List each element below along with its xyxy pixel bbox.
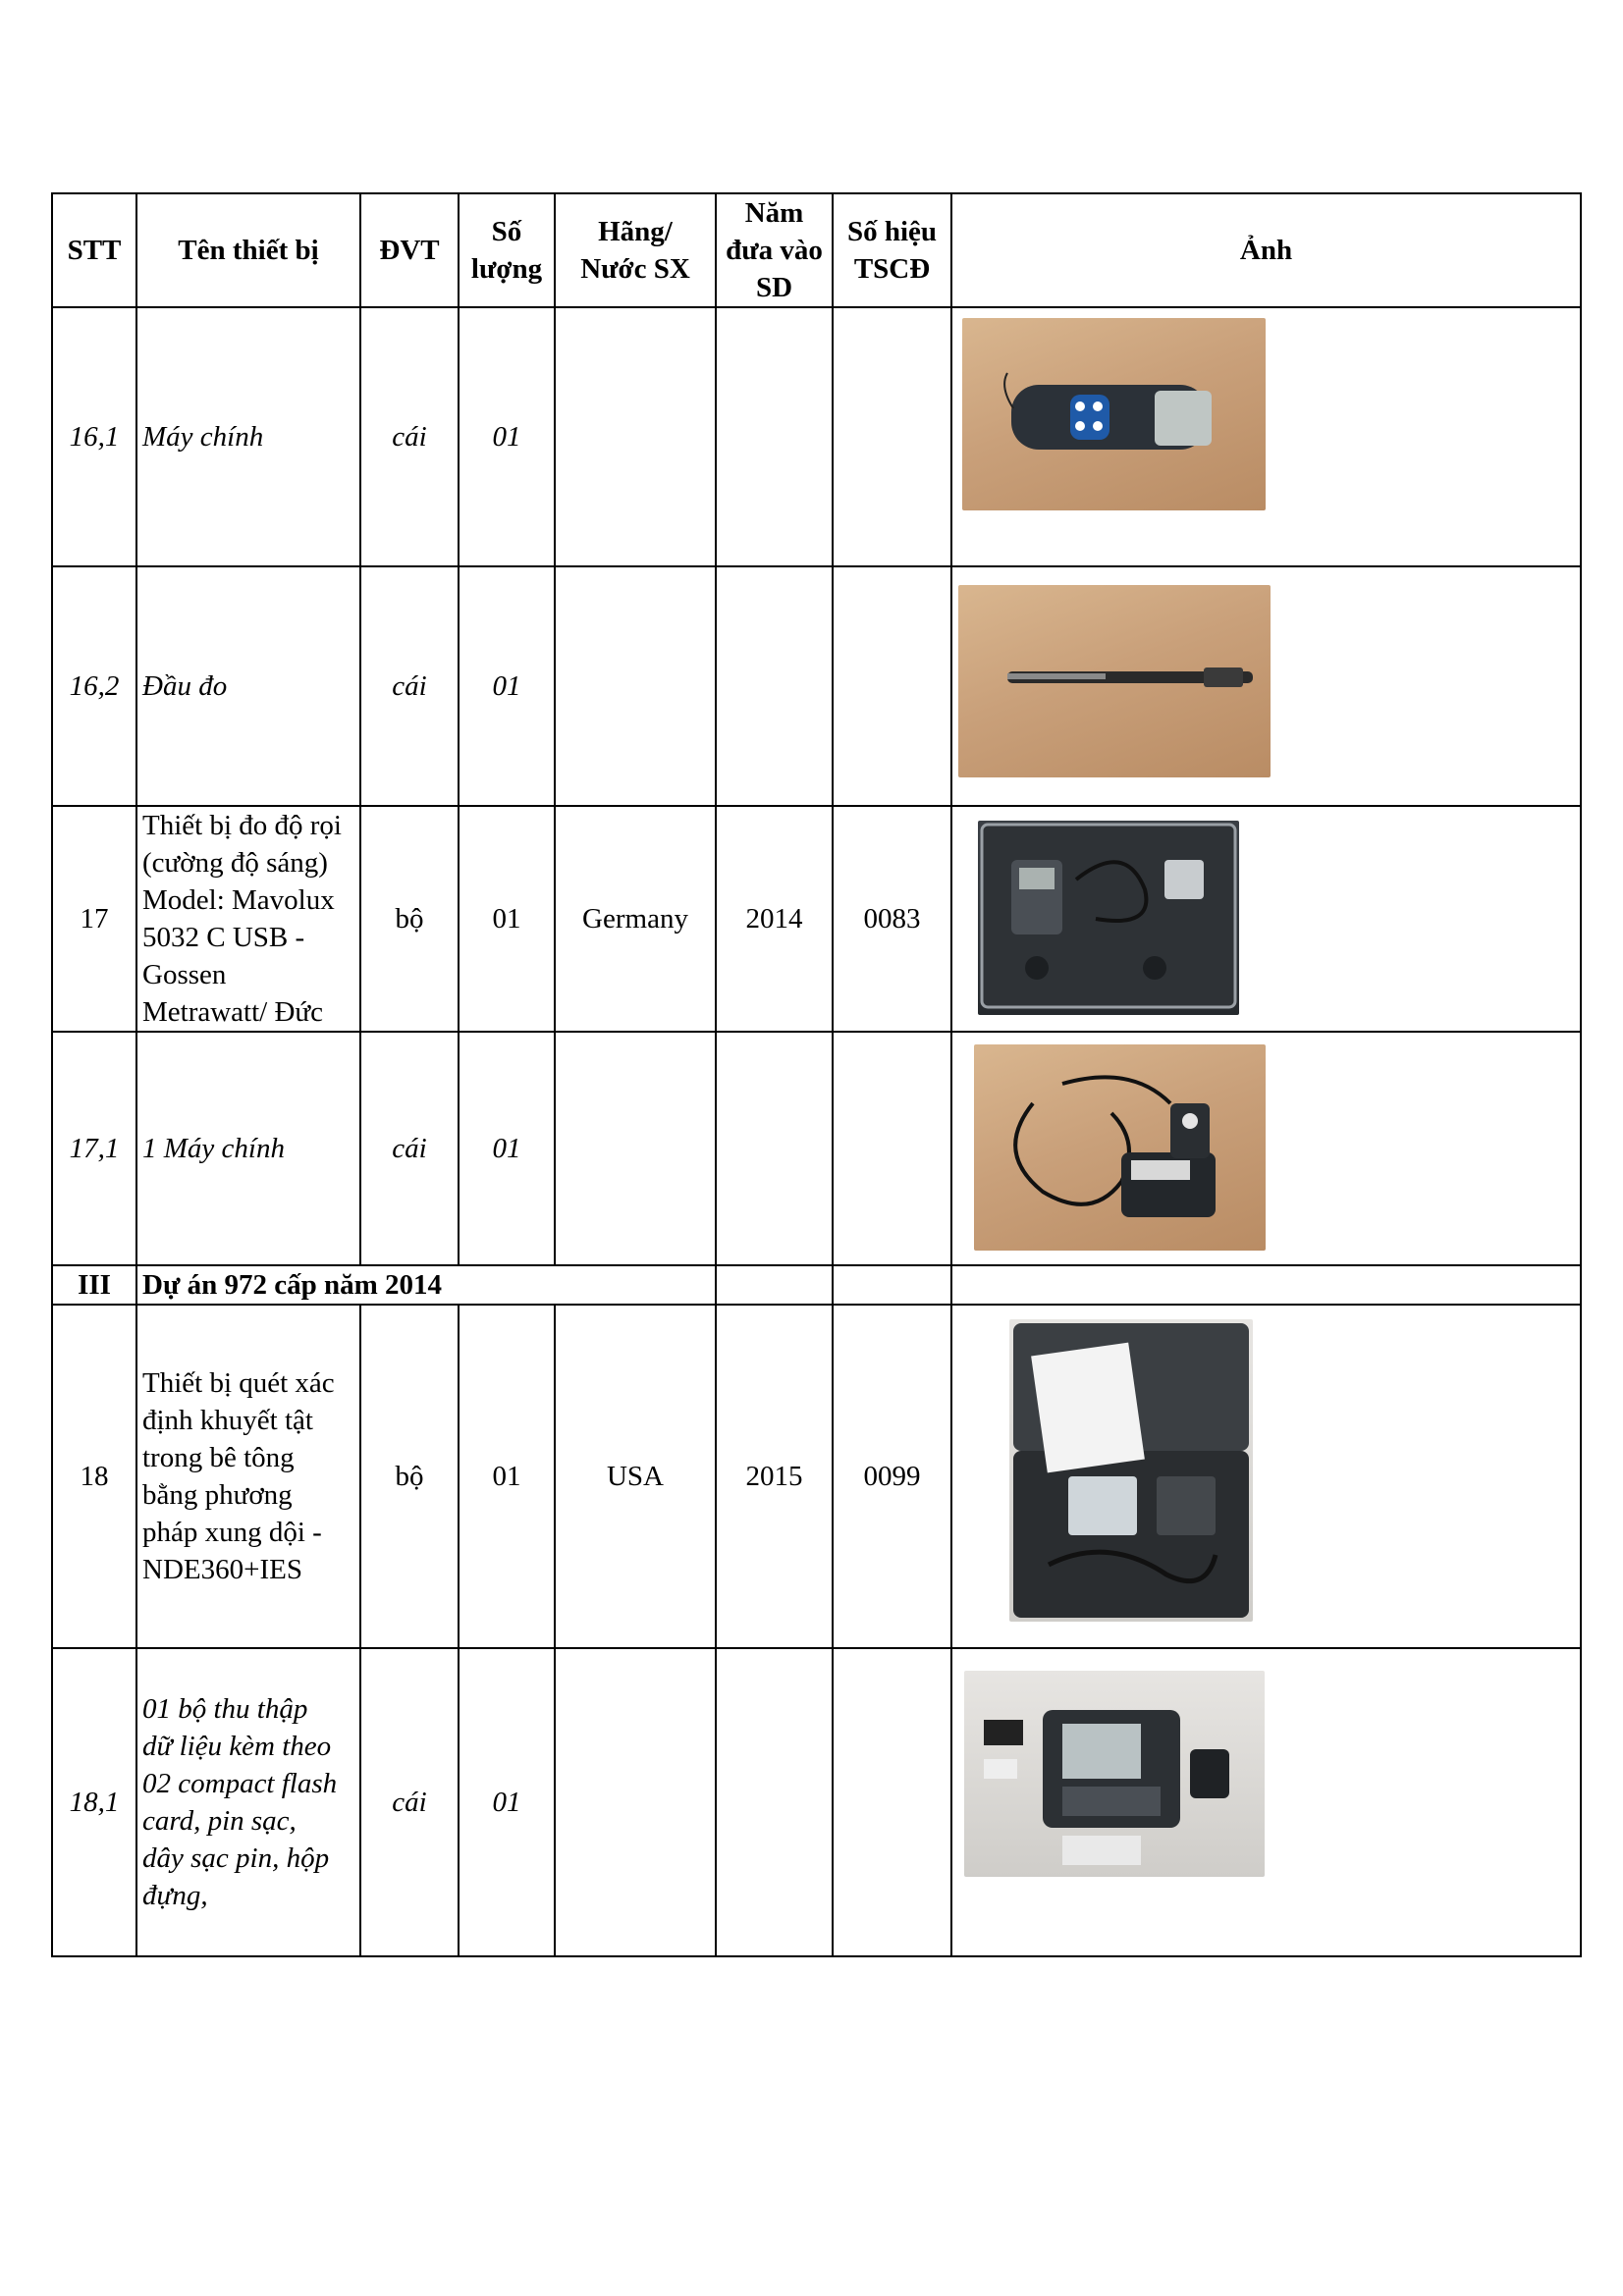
cell-stt: 17,1 [52, 1032, 136, 1265]
photo-data-acquisition [964, 1671, 1265, 1877]
cell-asset [833, 1648, 951, 1956]
cell-photo [951, 307, 1581, 566]
photo-lux-meter-main [974, 1044, 1266, 1251]
cell-unit: bộ [360, 1305, 459, 1648]
cell-qty: 01 [459, 1305, 555, 1648]
name-line: đựng, [142, 1880, 208, 1911]
name-line: Thiết bị đo độ rọi [142, 810, 342, 841]
cell-unit: cái [360, 1648, 459, 1956]
table-row [52, 806, 1581, 1032]
photo-probe [958, 585, 1271, 777]
header-year-line2: đưa vào [726, 235, 823, 266]
name-line: dữ liệu kèm theo [142, 1731, 332, 1762]
cell-name: Đầu đo [136, 566, 360, 806]
cell-stt: 18 [52, 1305, 136, 1648]
name-line: Thiết bị quét xác [142, 1367, 335, 1399]
section-row [52, 1265, 1581, 1305]
header-qty-line2: lượng [470, 253, 543, 285]
cell-asset: 0083 [833, 806, 951, 1032]
name-line: Model: Mavolux [142, 884, 335, 916]
name-line: card, pin sạc, [142, 1805, 297, 1837]
photo-nde-case [1009, 1319, 1253, 1622]
name-line: 5032 C USB - [142, 922, 305, 953]
cell-year [716, 1265, 833, 1305]
cell-maker [555, 566, 716, 806]
name-line: Metrawatt/ Đức [142, 996, 324, 1028]
cell-year: 2015 [716, 1305, 833, 1648]
cell-asset [833, 1032, 951, 1265]
photo-main-unit [962, 318, 1266, 510]
cell-photo [951, 806, 1581, 1032]
cell-photo [951, 1648, 1581, 1956]
handheld-meter-icon [962, 318, 1266, 510]
name-line: 01 bộ thu thập [142, 1693, 308, 1725]
equipment-table [51, 192, 1582, 1957]
cell-maker [555, 1032, 716, 1265]
photo-lux-meter-case [978, 821, 1239, 1015]
cell-asset [833, 307, 951, 566]
section-number: III [52, 1265, 136, 1305]
cell-photo [951, 1032, 1581, 1265]
cell-maker: USA [555, 1305, 716, 1648]
header-unit: ĐVT [360, 193, 459, 307]
header-asset [833, 193, 951, 307]
cell-unit: cái [360, 566, 459, 806]
cell-year: 2014 [716, 806, 833, 1032]
cell-name [136, 1648, 360, 1956]
cell-unit: cái [360, 1032, 459, 1265]
cell-unit: cái [360, 307, 459, 566]
data-acquisition-icon [964, 1671, 1265, 1877]
cell-photo [951, 566, 1581, 806]
section-title: Dự án 972 cấp năm 2014 [136, 1265, 716, 1305]
probe-icon [958, 585, 1271, 777]
cell-stt: 17 [52, 806, 136, 1032]
header-asset-line2: TSCĐ [853, 253, 931, 285]
name-line: 02 compact flash [142, 1768, 338, 1799]
cell-qty: 01 [459, 806, 555, 1032]
cell-name [136, 806, 360, 1032]
lux-meter-icon [974, 1044, 1266, 1251]
name-line: định khuyết tật [142, 1405, 313, 1436]
header-year [716, 193, 833, 307]
cell-qty: 01 [459, 566, 555, 806]
cell-photo [951, 1305, 1581, 1648]
cell-asset [833, 566, 951, 806]
name-line: trong bê tông [142, 1442, 295, 1473]
cell-maker [555, 1648, 716, 1956]
name-line: Gossen [142, 959, 227, 990]
header-qty [459, 193, 555, 307]
name-line: (cường độ sáng) [142, 847, 328, 879]
cell-year [716, 307, 833, 566]
cell-photo [951, 1265, 1581, 1305]
header-stt: STT [52, 193, 136, 307]
cell-unit: bộ [360, 806, 459, 1032]
lux-meter-case-icon [978, 821, 1239, 1015]
header-photo: Ảnh [951, 193, 1581, 307]
nde-case-icon [1009, 1319, 1253, 1622]
cell-stt: 18,1 [52, 1648, 136, 1956]
header-name: Tên thiết bị [136, 193, 360, 307]
table-row [52, 566, 1581, 806]
name-line: pháp xung dội - [142, 1517, 322, 1548]
cell-name [136, 1305, 360, 1648]
equipment-table-page [51, 192, 1582, 1957]
name-line: dây sạc pin, hộp [142, 1842, 330, 1874]
header-maker-line1: Hãng/ [598, 216, 673, 247]
name-line: bằng phương [142, 1479, 293, 1511]
name-line: NDE360+IES [142, 1554, 302, 1585]
cell-maker [555, 307, 716, 566]
cell-qty: 01 [459, 307, 555, 566]
header-maker [555, 193, 716, 307]
cell-year [716, 1648, 833, 1956]
cell-name: 1 Máy chính [136, 1032, 360, 1265]
cell-name: Máy chính [136, 307, 360, 566]
header-row [52, 193, 1581, 307]
cell-maker: Germany [555, 806, 716, 1032]
cell-asset: 0099 [833, 1305, 951, 1648]
cell-qty: 01 [459, 1032, 555, 1265]
cell-year [716, 566, 833, 806]
table-row [52, 1305, 1581, 1648]
cell-qty: 01 [459, 1648, 555, 1956]
table-row [52, 1648, 1581, 1956]
header-year-line3: SD [755, 272, 793, 303]
cell-stt: 16,2 [52, 566, 136, 806]
cell-year [716, 1032, 833, 1265]
cell-stt: 16,1 [52, 307, 136, 566]
cell-asset [833, 1265, 951, 1305]
header-year-line1: Năm [744, 197, 804, 229]
header-asset-line1: Số hiệu [846, 216, 938, 247]
table-row [52, 1032, 1581, 1265]
table-row [52, 307, 1581, 566]
header-maker-line2: Nước SX [580, 253, 690, 285]
header-qty-line1: Số [491, 216, 522, 247]
